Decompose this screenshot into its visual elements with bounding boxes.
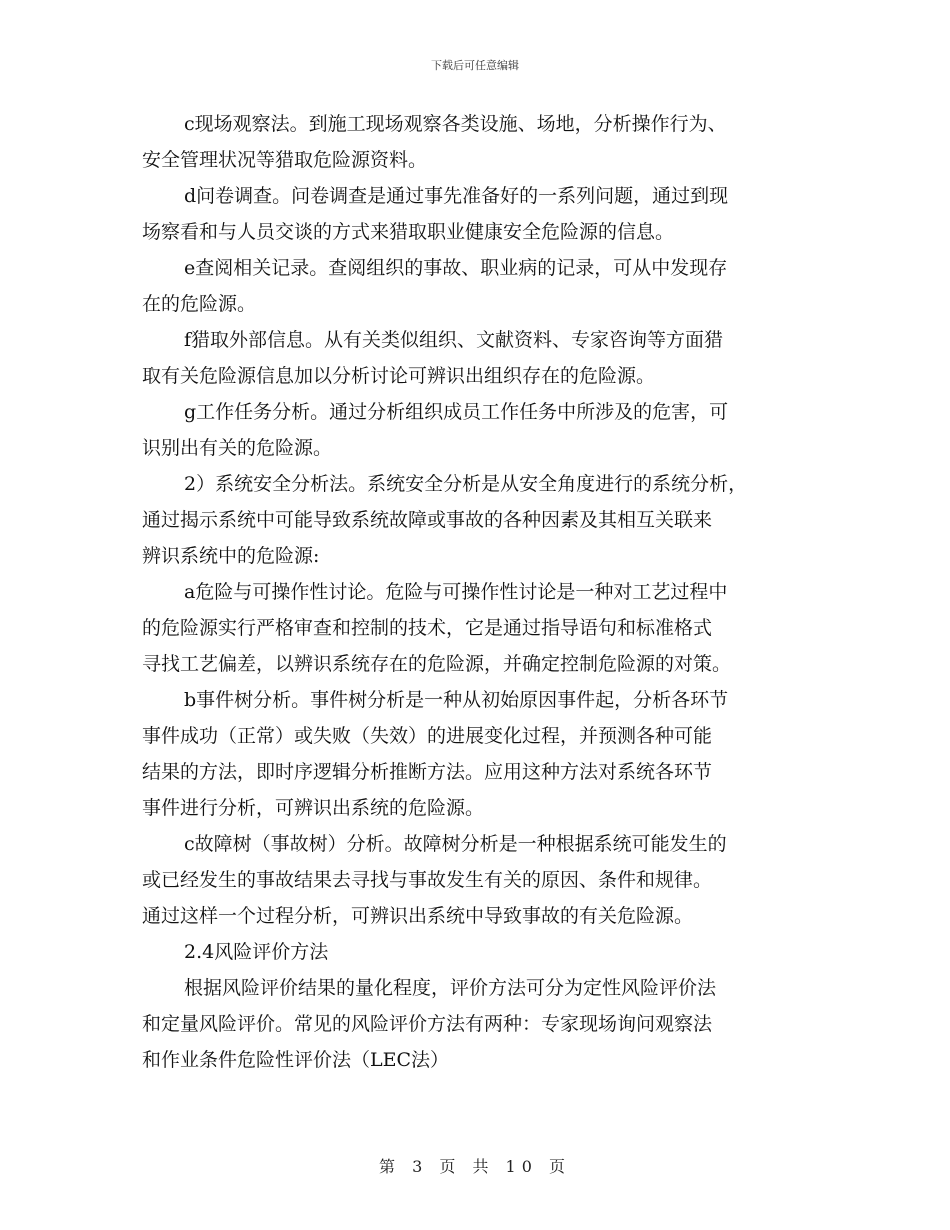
text-line: 取有关危险源信息加以分析讨论可辨识出组织存在的危险源。 [142,365,656,387]
text-line: g工作任务分析。通过分析组织成员工作任务中所涉及的危害，可 [184,401,729,423]
text-line: 的危险源实行严格审查和控制的技术，它是通过指导语句和标准格式 [142,617,713,639]
document-body [142,106,822,1078]
text-line: 通过揭示系统中可能导致系统故障或事故的各种因素及其相互关联来 [142,509,713,531]
text-line: c故障树（事故树）分析。故障树分析是一种根据系统可能发生的 [184,833,727,855]
text-line: 根据风险评价结果的量化程度，评价方法可分为定性风险评价法 [184,977,717,999]
text-line: 事件进行分析，可辨识出系统的危险源。 [142,797,485,819]
text-line: d问卷调查。问卷调查是通过事先准备好的一系列问题，通过到现 [184,185,729,207]
text-line: 在的危险源。 [142,293,257,315]
page-header: 下载后可任意编辑 [431,59,519,72]
text-line: b事件树分析。事件树分析是一种从初始原因事件起，分析各环节 [184,689,729,711]
text-line: 辨识系统中的危险源: [142,545,320,567]
section-heading: 2.4风险评价方法 [184,941,329,963]
page-number-footer: 第 3 页 共 10 页 [379,1157,571,1176]
text-line: 场察看和与人员交谈的方式来猎取职业健康安全危险源的信息。 [142,221,675,243]
paragraph-records-review [142,250,822,322]
paragraph-hazop [142,574,822,682]
paragraph-task-analysis [142,394,822,466]
text-line: 或已经发生的事故结果去寻找与事故发生有关的原因、条件和规律。 [142,869,713,891]
text-line: 通过这样一个过程分析，可辨识出系统中导致事故的有关危险源。 [142,905,694,927]
text-line: a危险与可操作性讨论。危险与可操作性讨论是一种对工艺过程中 [184,581,728,603]
text-line: e查阅相关记录。查阅组织的事故、职业病的记录，可从中发现存 [184,257,728,279]
text-line: 事件成功（正常）或失败（失效）的进展变化过程，并预测各种可能 [142,725,713,747]
text-line: 2）系统安全分析法。系统安全分析是从安全角度进行的系统分析， [184,473,748,495]
text-line: 安全管理状况等猎取危险源资料。 [142,149,428,171]
paragraph-questionnaire [142,178,822,250]
paragraph-system-safety [142,466,822,574]
paragraph-fault-tree [142,826,822,934]
text-line: c现场观察法。到施工现场观察各类设施、场地，分析操作行为、 [184,113,727,135]
paragraph-risk-evaluation [142,970,822,1078]
text-line: 寻找工艺偏差，以辨识系统存在的危险源，并确定控制危险源的对策。 [142,653,732,675]
text-line: f猎取外部信息。从有关类似组织、文献资料、专家咨询等方面猎 [184,329,724,351]
section-heading-risk-evaluation [142,934,822,970]
paragraph-external-info [142,322,822,394]
text-line: 结果的方法，即时序逻辑分析推断方法。应用这种方法对系统各环节 [142,761,713,783]
paragraph-field-observation [142,106,822,178]
text-line: 和作业条件危险性评价法（LEC法） [142,1049,450,1071]
paragraph-event-tree [142,682,822,826]
text-line: 和定量风险评价。常见的风险评价方法有两种：专家现场询问观察法 [142,1013,713,1035]
text-line: 识别出有关的危险源。 [142,437,333,459]
